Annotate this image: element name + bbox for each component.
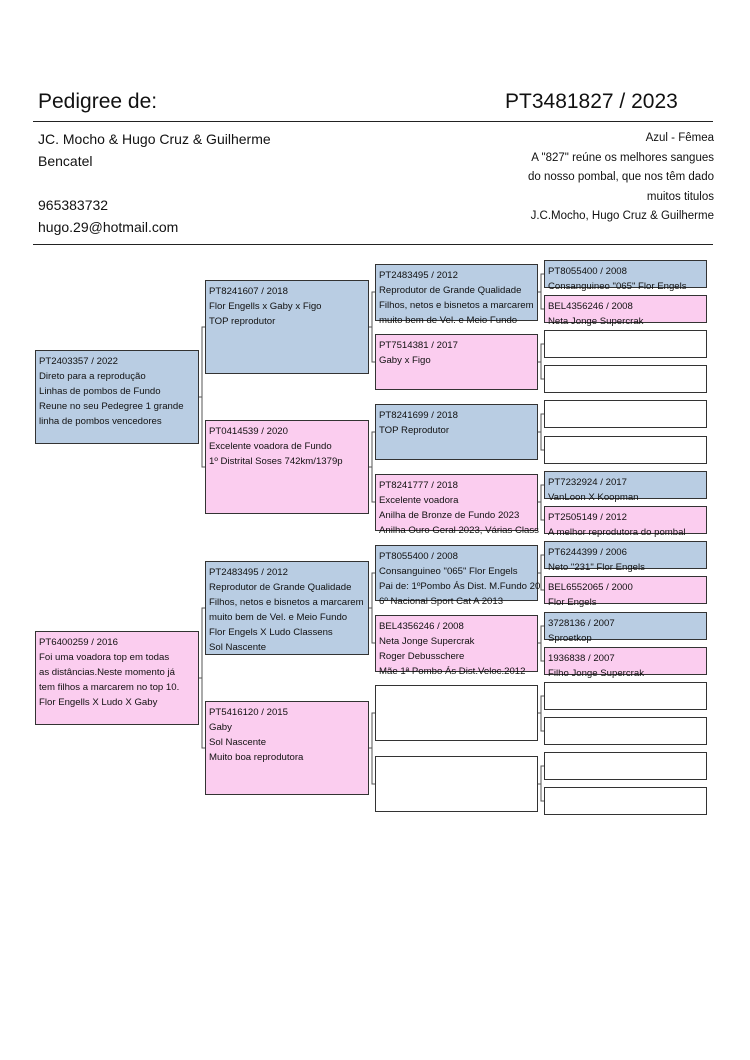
ring-number: PT7514381 / 2017 (379, 340, 458, 351)
great-grandparent-box-4[interactable] (375, 474, 539, 536)
dam-dam-box[interactable] (205, 701, 369, 795)
sire-info: Direto para a reprodução (39, 371, 146, 382)
bird-info: muito bem de Vel. e Meio Fundo (379, 315, 518, 326)
ring-number: PT2505149 / 2012 (548, 512, 627, 523)
bird-info: VanLoon X Koopman (548, 492, 639, 503)
bird-info: 1º Distrital Soses 742km/1379p (209, 456, 343, 467)
bird-info: Consanguineo "065" Flor Engels (379, 566, 518, 577)
bird-info: Excelente voadora de Fundo (209, 441, 332, 452)
ring-number: 1936838 / 2007 (548, 653, 615, 664)
gen4-box-2[interactable] (544, 295, 707, 327)
great-grandparent-box-6[interactable] (375, 615, 538, 677)
bird-info: Pai de: 1ºPombo Ás Dist. M.Fundo 20 (379, 581, 541, 592)
ring-number: BEL4356246 / 2008 (548, 301, 633, 312)
bird-info: Flor Engells x Gaby x Figo (209, 301, 322, 312)
bird-info: Neta Jonge Supercrak (548, 316, 644, 327)
desc-line: do nosso pombal, que nos têm dado (527, 171, 714, 183)
dam-info: as distâncias.Neste momento já (39, 667, 175, 678)
great-grandparent-box-empty[interactable] (375, 756, 538, 812)
gen4-box-empty[interactable] (544, 682, 707, 710)
desc-line: J.C.Mocho, Hugo Cruz & Guilherme (530, 210, 714, 222)
bird-info: Flor Engels (548, 597, 597, 608)
gen4-box-empty[interactable] (544, 717, 707, 745)
bird-info: Reprodutor de Grande Qualidade (209, 582, 352, 593)
sire-info: linha de pombos vencedores (39, 416, 162, 427)
great-grandparent-box-2[interactable] (375, 334, 538, 390)
bird-info: Mãe 1ª Pombo Ás Dist.Veloc.2012 (379, 666, 526, 677)
bird-info: Reprodutor de Grande Qualidade (379, 285, 522, 296)
bird-info: Roger Debusschere (379, 651, 465, 662)
gen4-box-10[interactable] (544, 576, 707, 608)
ring-number: PT3481827 / 2023 (505, 90, 678, 113)
dam-info: tem filhos a marcarem no top 10. (39, 682, 180, 693)
gen4-box-12[interactable] (544, 647, 707, 679)
sire-info: Reune no seu Pedegree 1 grande (39, 401, 184, 412)
email: hugo.29@hotmail.com (38, 219, 179, 235)
owner-line-2: Bencatel (38, 153, 93, 169)
dam-ring: PT6400259 / 2016 (39, 637, 118, 648)
bird-info: muito bem de Vel. e Meio Fundo (209, 612, 348, 623)
bird-info: Flor Engels X Ludo Classens (209, 627, 333, 638)
ring-number: PT6244399 / 2006 (548, 547, 627, 558)
bird-info: Sproetkop (548, 633, 592, 644)
bird-info: Gaby (209, 722, 232, 733)
bird-info: Sol Nascente (209, 737, 267, 748)
bird-info: Sol Nascente (209, 642, 267, 653)
bird-info: Filhos, netos e bisnetos a marcarem (209, 597, 364, 608)
desc-line: Azul - Fêmea (645, 132, 714, 144)
ring-number: BEL6552065 / 2000 (548, 582, 633, 593)
bird-info: Anilha de Bronze de Fundo 2023 (379, 510, 520, 521)
gen4-box-empty[interactable] (544, 787, 707, 815)
sire-sire-box[interactable] (205, 280, 369, 374)
gen4-box-empty[interactable] (544, 436, 707, 464)
ring-number: PT7232924 / 2017 (548, 477, 627, 488)
ring-number: PT0414539 / 2020 (209, 426, 288, 437)
great-grandparent-box-1[interactable] (375, 264, 538, 326)
ring-number: PT8241607 / 2018 (209, 286, 288, 297)
bird-info: Excelente voadora (379, 495, 459, 506)
gen4-box-11[interactable] (544, 612, 707, 644)
gen4-box-empty[interactable] (544, 400, 707, 428)
ring-number: PT8241699 / 2018 (379, 410, 458, 421)
bird-info: Gaby x Figo (379, 355, 431, 366)
bird-info: Filho Jonge Supercrak (548, 668, 644, 679)
bird-info: Neto "231" Flor Engels (548, 562, 645, 573)
desc-line: muitos titulos (646, 190, 714, 203)
dam-sire-box[interactable] (205, 561, 369, 655)
dam-info: Foi uma voadora top em todas (39, 652, 170, 663)
desc-line: A "827" reúne os melhores sangues (531, 151, 714, 164)
phone: 965383732 (38, 197, 109, 213)
bird-info: Neta Jonge Supercrak (379, 636, 475, 647)
great-grandparent-box-empty[interactable] (375, 685, 538, 741)
owner-line-1: JC. Mocho & Hugo Cruz & Guilherme (38, 131, 271, 147)
sire-ring: PT2403357 / 2022 (39, 356, 118, 367)
sire-info: Linhas de pombos de Fundo (39, 386, 161, 397)
bird-info: Filhos, netos e bisnetos a marcarem (379, 300, 534, 311)
pedigree-title: Pedigree de: (38, 90, 158, 113)
ring-number: PT8055400 / 2008 (379, 551, 458, 562)
dam-box[interactable] (35, 631, 199, 725)
bird-info: Consanguineo "065" Flor Engels (548, 281, 687, 292)
sire-box[interactable] (35, 350, 199, 444)
ring-number: PT2483495 / 2012 (209, 567, 288, 578)
great-grandparent-box-5[interactable] (375, 545, 541, 607)
gen4-box-9[interactable] (544, 541, 707, 573)
bird-info: TOP reprodutor (209, 316, 276, 327)
ring-number: PT8241777 / 2018 (379, 480, 458, 491)
ring-number: BEL4356246 / 2008 (379, 621, 464, 632)
great-grandparent-box-3[interactable] (375, 404, 538, 460)
bird-info: A melhor reprodutora do pombal (548, 527, 686, 538)
gen4-box-1[interactable] (544, 260, 707, 292)
bird-info: 6º Nacional Sport Cat A 2013 (379, 596, 504, 607)
sire-dam-box[interactable] (205, 420, 369, 514)
ring-number: PT8055400 / 2008 (548, 266, 627, 277)
gen4-box-empty[interactable] (544, 365, 707, 393)
gen4-box-8[interactable] (544, 506, 707, 538)
ring-number: PT5416120 / 2015 (209, 707, 288, 718)
bird-info: Anilha Ouro Geral 2023, Várias Class (379, 525, 539, 536)
ring-number: 3728136 / 2007 (548, 618, 615, 629)
dam-info: Flor Engells X Ludo X Gaby (39, 697, 158, 708)
gen4-box-7[interactable] (544, 471, 707, 503)
bird-info: Muito boa reprodutora (209, 752, 304, 763)
gen4-box-empty[interactable] (544, 330, 707, 358)
gen4-box-empty[interactable] (544, 752, 707, 780)
ring-number: PT2483495 / 2012 (379, 270, 458, 281)
bird-info: TOP Reprodutor (379, 425, 450, 436)
